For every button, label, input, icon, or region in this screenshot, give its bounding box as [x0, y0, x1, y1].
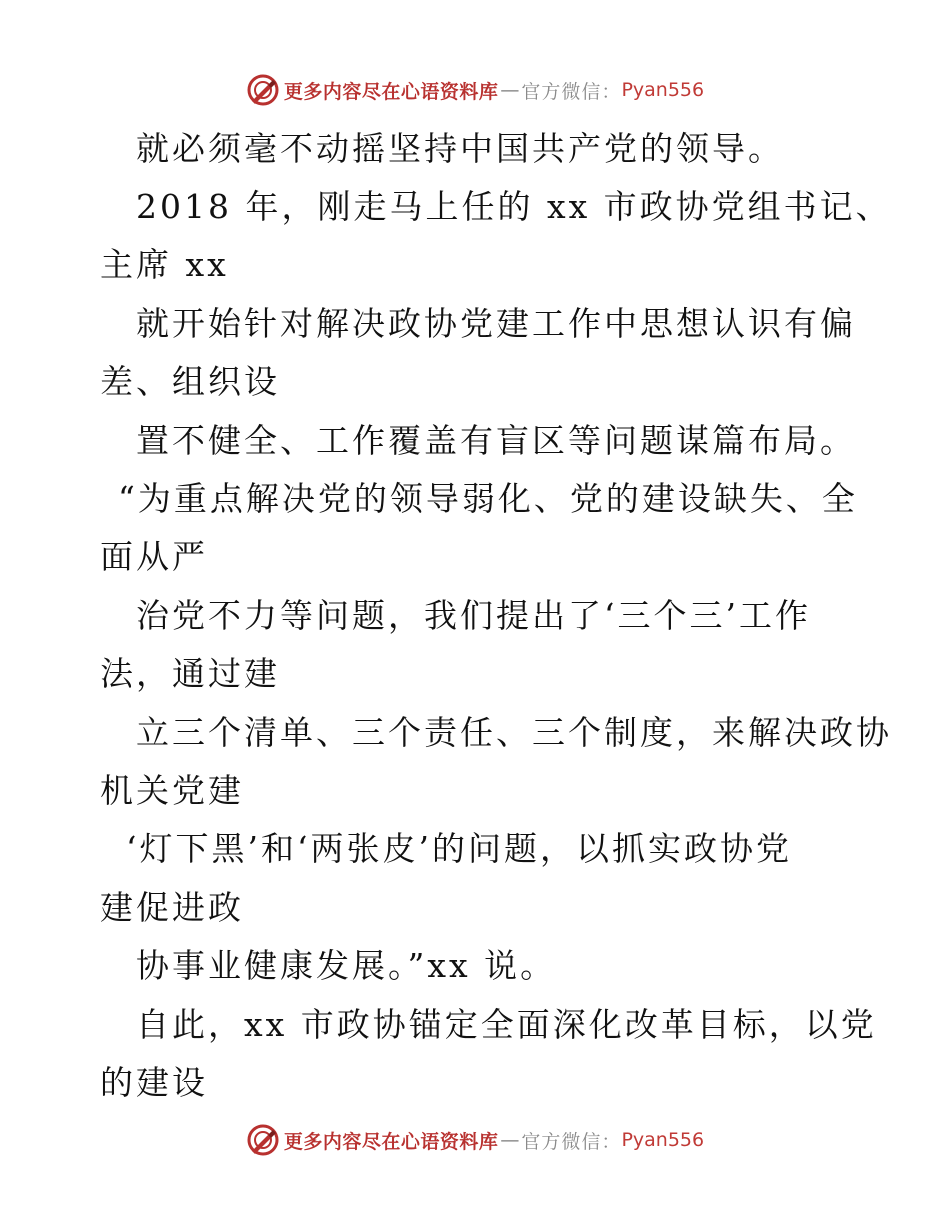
text-line: 建促进政	[100, 888, 244, 927]
text-line: 就开始针对解决政协党建工作中思想认识有偏	[136, 304, 856, 343]
text-line: 立三个清单、三个责任、三个制度，来解决政协	[136, 713, 892, 752]
text-line: 就必须毫不动摇坚持中国共产党的领导。	[136, 129, 784, 168]
brand-logo-icon	[246, 73, 280, 107]
watermark-dash: —	[500, 79, 520, 101]
text-line: 的建设	[100, 1063, 208, 1102]
brand-logo-icon	[246, 1123, 280, 1157]
watermark-banner-bottom	[0, 1120, 950, 1160]
watermark-account: Pyan556	[621, 79, 705, 101]
text-line: 机关党建	[100, 771, 244, 810]
text-line: 治党不力等问题，我们提出了‘三个三’工作	[136, 596, 811, 635]
text-line: 2018 年，刚走马上任的 xx 市政协党组书记、	[136, 187, 892, 226]
text-line: 主席 xx	[100, 245, 229, 284]
text-line: 差、组织设	[100, 362, 280, 401]
watermark-account: Pyan556	[621, 1129, 705, 1151]
watermark-dash: —	[500, 1129, 520, 1151]
text-line: “为重点解决党的领导弱化、党的建设缺失、全	[118, 479, 858, 518]
text-line: 面从严	[100, 537, 208, 576]
text-line: 协事业健康发展。”xx 说。	[136, 946, 557, 985]
watermark-wechat-label: 官方微信：	[521, 80, 622, 103]
watermark-text: 更多内容尽在心语资料库	[283, 1130, 499, 1153]
watermark-text: 更多内容尽在心语资料库	[283, 80, 499, 103]
text-line: ‘灯下黑’和‘两张皮’的问题，以抓实政协党	[126, 829, 792, 868]
text-line: 法，通过建	[100, 654, 280, 693]
text-line: 自此，xx 市政协锚定全面深化改革目标，以党	[136, 1005, 877, 1044]
watermark-banner-top	[0, 70, 950, 110]
watermark-wechat-label: 官方微信：	[521, 1130, 622, 1153]
text-line: 置不健全、工作覆盖有盲区等问题谋篇布局。	[136, 421, 856, 460]
